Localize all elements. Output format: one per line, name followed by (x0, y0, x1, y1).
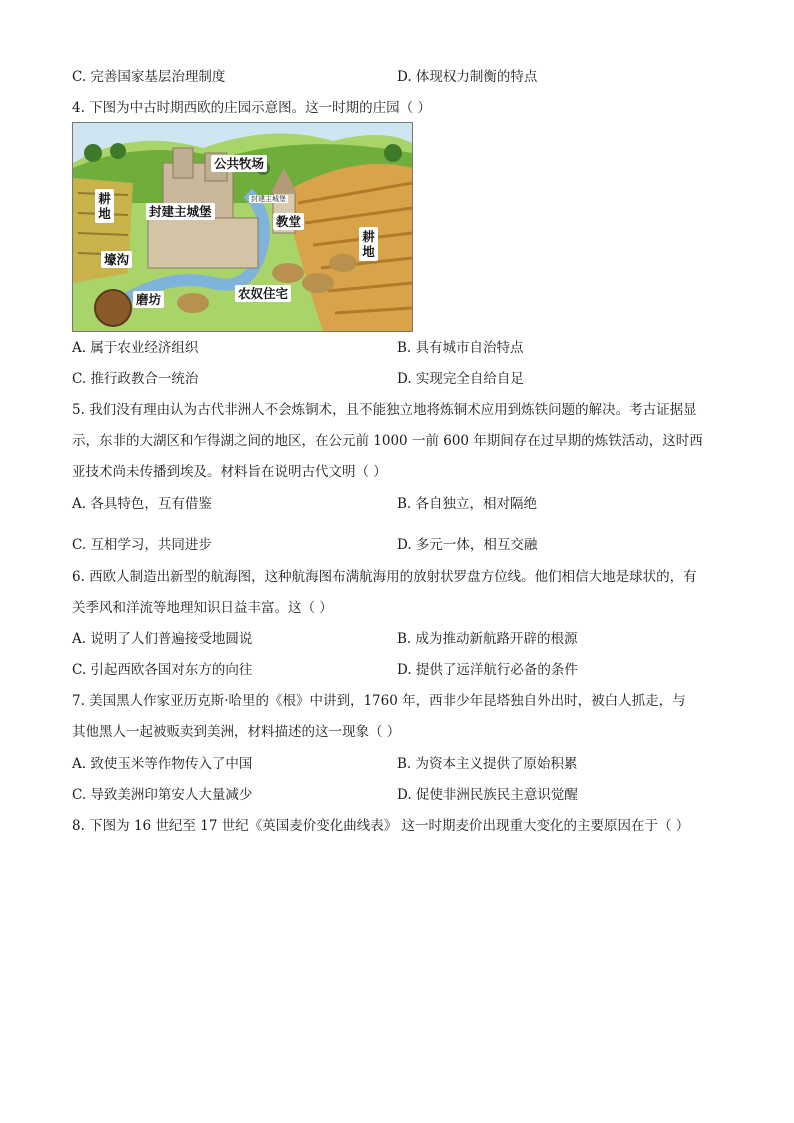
q5-stem-line1: 5. 我们没有理由认为古代非洲人不会炼铜术，且不能独立地将炼铜术应用到炼铁问题的解决。考古证据显 (72, 402, 697, 418)
q7-option-d[interactable]: D. 促使非洲民族民主意识觉醒 (397, 787, 578, 803)
label-farmland-left: 耕地 (95, 189, 114, 223)
q6-option-a[interactable]: A. 说明了人们普遍接受地圆说 (72, 631, 253, 647)
q6-option-d[interactable]: D. 提供了远洋航行必备的条件 (397, 662, 578, 678)
q6-option-b[interactable]: B. 成为推动新航路开辟的根源 (397, 631, 578, 647)
q7-option-a[interactable]: A. 致使玉米等作物传入了中国 (72, 756, 253, 772)
label-church: 教堂 (273, 213, 304, 230)
q7-option-b[interactable]: B. 为资本主义提供了原始积累 (397, 756, 578, 772)
label-castle: 封建主城堡 (146, 203, 215, 220)
q6-stem-line1: 6. 西欧人制造出新型的航海图，这种航海图布满航海用的放射状罗盘方位线。他们相信大地是球状的，有 (72, 569, 697, 585)
q3-option-c[interactable]: C. 完善国家基层治理制度 (72, 69, 226, 85)
q4-stem: 4. 下图为中古时期西欧的庄园示意图。这一时期的庄园（ ） (72, 100, 431, 116)
q4-option-d[interactable]: D. 实现完全自给自足 (397, 371, 524, 387)
q4-option-b[interactable]: B. 具有城市自治特点 (397, 340, 524, 356)
q5-stem-line3: 亚技术尚未传播到埃及。材料旨在说明古代文明（ ） (72, 464, 387, 480)
q7-stem-line2: 其他黑人一起被贩卖到美洲，材料描述的这一现象（ ） (72, 724, 401, 740)
manor-illustration (72, 122, 413, 332)
label-public-pasture: 公共牧场 (211, 155, 267, 172)
q4-option-c[interactable]: C. 推行政教合一统治 (72, 371, 199, 387)
q5-option-c[interactable]: C. 互相学习，共同进步 (72, 537, 212, 553)
q7-stem-line1: 7. 美国黑人作家亚历克斯·哈里的《根》中讲到，1760 年，西非少年昆塔独自外出时，被白人抓走，与 (72, 693, 686, 709)
q6-stem-line2: 关季风和洋流等地理知识日益丰富。这（ ） (72, 600, 333, 616)
label-mill: 磨坊 (133, 291, 164, 308)
q6-option-c[interactable]: C. 引起西欧各国对东方的向往 (72, 662, 253, 678)
q4-option-a[interactable]: A. 属于农业经济组织 (72, 340, 199, 356)
q5-stem-line2: 示，东非的大湖区和乍得湖之间的地区，在公元前 1000 一前 600 年期间存在过早期的炼铁活动，这时西 (72, 433, 703, 449)
label-moat: 壕沟 (101, 251, 132, 268)
q3-option-d[interactable]: D. 体现权力制衡的特点 (397, 69, 538, 85)
label-farmland-right: 耕地 (359, 227, 378, 261)
q7-option-c[interactable]: C. 导致美洲印第安人大量减少 (72, 787, 253, 803)
q5-option-b[interactable]: B. 各自独立，相对隔绝 (397, 496, 538, 512)
label-castle-sign: 封建主城堡 (251, 195, 286, 203)
q5-option-d[interactable]: D. 多元一体，相互交融 (397, 537, 538, 553)
q5-option-a[interactable]: A. 各具特色，互有借鉴 (72, 496, 212, 512)
q8-stem: 8. 下图为 16 世纪至 17 世纪《英国麦价变化曲线表》 这一时期麦价出现重大变化的主要原因在于（ ） (72, 818, 690, 834)
label-serf-housing: 农奴住宅 (235, 285, 291, 302)
